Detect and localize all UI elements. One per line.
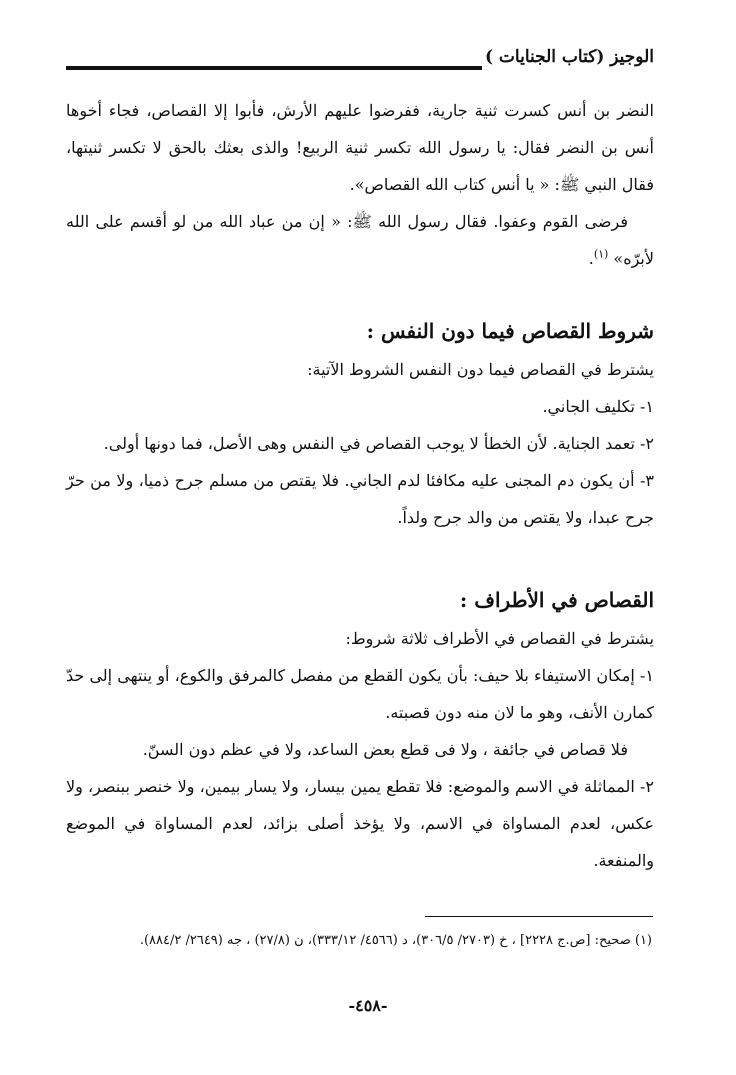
section-1-item-2: ٢- تعمد الجناية. لأن الخطأ لا يوجب القصاص في النفس وهى الأصل، فما دونها أولى. — [103, 434, 654, 453]
section-heading-non-life: شروط القصاص فيما دون النفس : — [366, 319, 654, 343]
header-rule — [66, 66, 482, 70]
footnote: (١) صحيح: [ص.ج ٢٢٢٨] ، خ (٢٧٠٣/ ٣٠٦/٥)، د (٤٥٦٦/ ٣٣٣/١٢)، ن (٢٧/٨) ، جه (٢٦٤٩/ ٨٨٤/٢). — [139, 933, 652, 948]
footnote-rule — [425, 916, 653, 917]
running-head: الوجيز (كتاب الجنايات ) — [484, 47, 654, 67]
section-2-intro: يشترط في القصاص في الأطراف ثلاثة شروط: — [345, 629, 654, 648]
section-2-item-2: ٢- المماثلة في الاسم والموضع: فلا تقطع يمين بيسار، ولا يسار بيمين، ولا خنصر ببنصر، ولا عكس، لعدم المساواة في الاسم، ولا يؤخذ أصلى بزائد، لعدم المساواة في الموضع والمنفعة. — [66, 777, 654, 870]
paragraph-hadith-end: فرضى القوم وعفوا. فقال رسول الله ﷺ: « إن من عباد الله من لو أقسم على الله لأبرّه» $^{(١)}$. — [66, 212, 654, 268]
paragraph-hadith: النضر بن أنس كسرت ثنية جارية، ففرضوا عليهم الأرش، فأبوا إلا القصاص، فجاء أخوها أنس بن النضر فقال: يا رسول الله تكسر ثنية الربيع! والذى بعثك بالحق لا تكسر ثنيتها، فقال النبي ﷺ: « يا أنس كتاب الله القصاص». — [66, 101, 654, 194]
section-2-item-1: ١- إمكان الاستيفاء بلا حيف: بأن يكون القطع من مفصل كالمرفق والكوع، أو ينتهى إلى حدّ كمارن الأنف، وهو ما لان منه دون قصبته. — [66, 666, 655, 722]
section-1-item-3: ٣- أن يكون دم المجنى عليه مكافئا لدم الجاني. فلا يقتص من مسلم جرح ذميا، ولا من حرّ جرح عبدا، ولا يقتص من والد جرح ولداً. — [66, 471, 654, 527]
section-heading-limbs: القصاص في الأطراف : — [459, 588, 654, 612]
page-number: -٤٥٨- — [348, 996, 388, 1015]
footnote-marker: (١) — [593, 247, 609, 261]
section-1-intro: يشترط في القصاص فيما دون النفس الشروط الآتية: — [307, 360, 654, 379]
body-text — [66, 92, 654, 879]
section-1-item-1: ١- تكليف الجاني. — [542, 397, 654, 416]
paragraph-hadith-end-text: فرضى القوم وعفوا. فقال رسول الله ﷺ: « إن من عباد الله من لو أقسم على الله لأبرّه» — [66, 212, 654, 268]
section-2-item-1-note: فلا قصاص في جائفة ، ولا فى قطع بعض الساعد، ولا في عظم دون السنّ. — [142, 740, 628, 759]
